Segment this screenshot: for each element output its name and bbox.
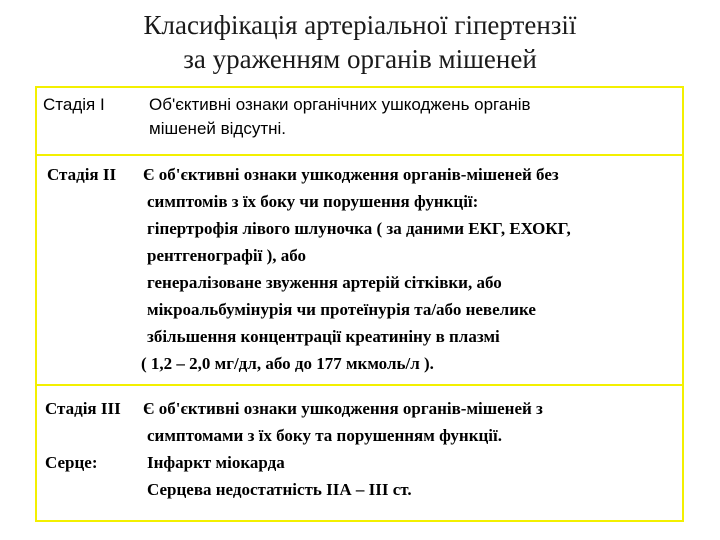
stage-1-text-line: мішеней відсутні. [149,119,287,138]
stage-2-text-line: гіпертрофія лівого шлуночка ( за даними ЕКГ, ЕХОКГ, [147,219,571,238]
stage-2-text-line: ( 1,2 – 2,0 мг/дл, або до 177 мкмоль/л ). [141,354,434,373]
stage-3-label: Стадія ІІІ [45,399,121,418]
stage-3-text-line: симптомами з їх боку та порушенням функції. [147,426,503,445]
stage-2-text-line: рентгенографії ), або [147,246,307,265]
stage-1-row [37,88,682,156]
title-line-2: за ураженням органів мішеней [183,44,537,74]
stage-2-text-line: симптомів з їх боку чи порушення функції: [147,192,479,211]
stage-2-row [37,156,682,386]
stage-2-text-line: Є об'єктивні ознаки ушкодження органів-мішеней без [143,165,559,184]
title-line-1: Класифікація артеріальної гіпертензії [143,10,577,40]
classification-table [35,86,684,522]
stage-2-text-line: збільшення концентрації креатиніну в плазмі [147,327,500,346]
heart-label: Серце: [45,453,98,472]
stage-3-heart-line: Серцева недостатність ІІА – ІІІ ст. [147,480,412,499]
page-title [0,8,720,76]
stage-2-label: Стадія ІІ [47,165,117,184]
stage-3-row [37,388,682,520]
stage-1-text-line: Об'єктивні ознаки органічних ушкоджень органів [149,95,531,114]
stage-1-label: Стадія І [43,95,105,114]
stage-2-text-line: мікроальбумінурія чи протеїнурія та/або невелике [147,300,536,319]
stage-2-text-line: генералізоване звуження артерій сітківки, або [147,273,502,292]
stage-3-text-line: Є об'єктивні ознаки ушкодження органів-мішеней з [143,399,543,418]
stage-3-heart-line: Інфаркт міокарда [147,453,285,472]
